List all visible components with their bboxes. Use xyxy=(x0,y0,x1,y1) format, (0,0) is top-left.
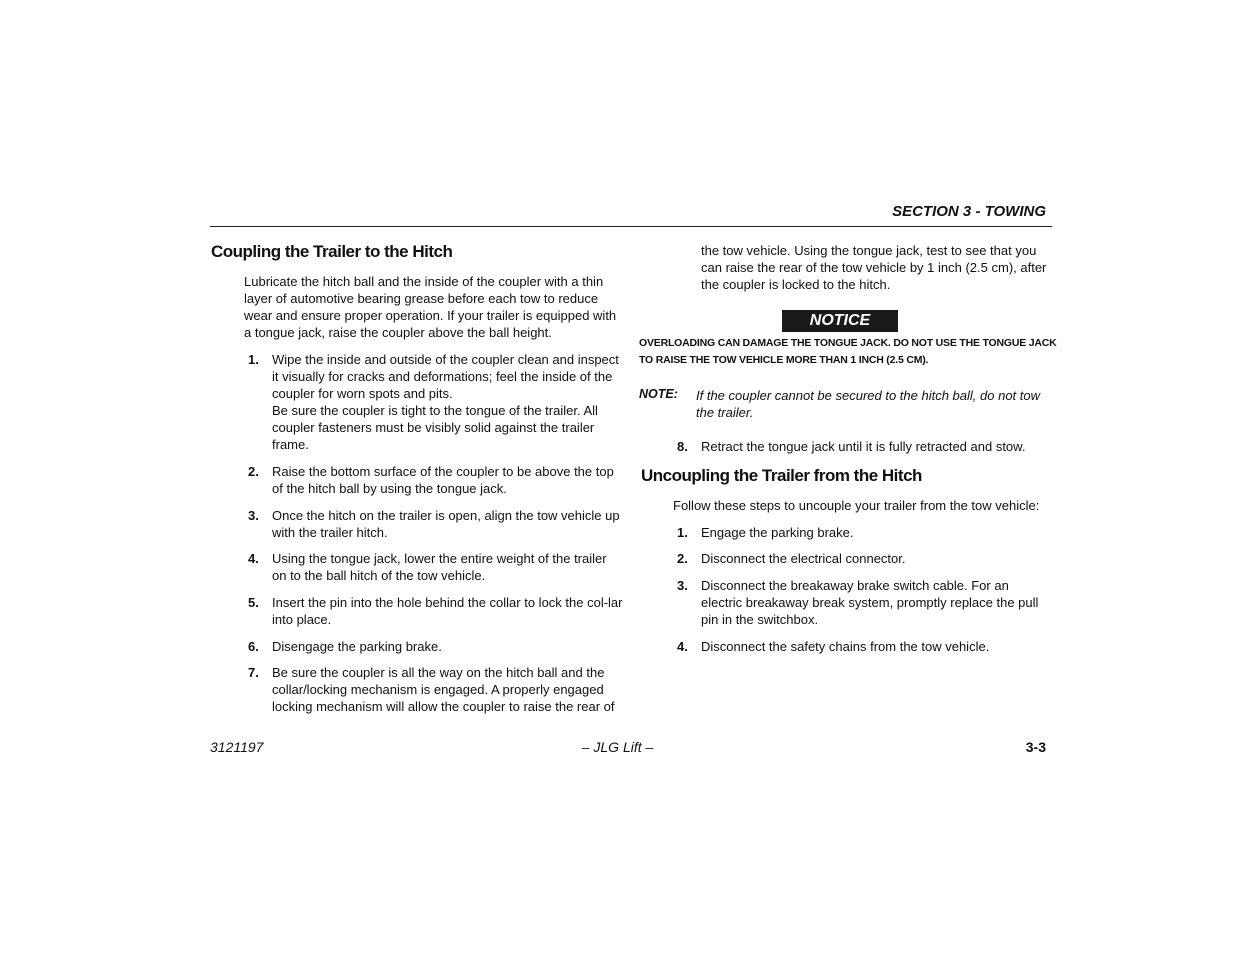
notice-badge: NOTICE xyxy=(782,310,898,332)
step-text: Once the hitch on the trailer is open, align the tow vehicle up with the trailer hitch. xyxy=(272,508,620,540)
step-number: 3. xyxy=(248,508,259,523)
step-text: Insert the pin into the hole behind the collar to lock the col-lar into place. xyxy=(272,595,623,627)
step-number: 8. xyxy=(677,439,688,454)
note-text: If the coupler cannot be secured to the hitch ball, do not tow the trailer. xyxy=(696,388,1040,420)
intro-paragraph: Lubricate the hitch ball and the inside of the coupler with a thin layer of automotive bearing grease before each tow to reduce wear and ensure proper operation. If your trailer is equipped with a tongue jack, raise the coupler above the ball height. xyxy=(244,274,617,340)
step-number: 1. xyxy=(248,352,259,367)
step-text: Wipe the inside and outside of the coupler clean and inspect it visually for cracks and deformations; feel the inside of the coupler for worn spots and pits. xyxy=(272,352,619,401)
step-text: Disconnect the breakaway brake switch cable. For an electric breakaway break system, promptly replace the pull pin in the switchbox. xyxy=(701,578,1039,627)
step-text: Retract the tongue jack until it is fully retracted and stow. xyxy=(701,439,1026,454)
step-number: 2. xyxy=(677,551,688,566)
section-heading-coupling: Coupling the Trailer to the Hitch xyxy=(211,242,453,261)
step-continuation: the tow vehicle. Using the tongue jack, test to see that you can raise the rear of the tow vehicle by 1 inch (2.5 cm), after the coupler is locked to the hitch. xyxy=(701,243,1047,292)
step-text: Disconnect the safety chains from the tow vehicle. xyxy=(701,639,990,654)
step-number: 7. xyxy=(248,665,259,680)
step-number: 4. xyxy=(248,551,259,566)
step-text: Disengage the parking brake. xyxy=(272,639,442,654)
note-label: NOTE: xyxy=(639,387,678,401)
section-heading-uncoupling: Uncoupling the Trailer from the Hitch xyxy=(641,466,922,485)
notice-text: OVERLOADING CAN DAMAGE THE TONGUE JACK. DO NOT USE THE TONGUE JACK TO RAISE THE TOW VEHICLE MORE THAN 1 INCH (2.5 CM). xyxy=(639,337,1057,366)
step-text: Using the tongue jack, lower the entire weight of the trailer on to the ball hitch of the tow vehicle. xyxy=(272,551,607,583)
header-divider xyxy=(210,226,1052,227)
step-number: 4. xyxy=(677,639,688,654)
step-number: 2. xyxy=(248,464,259,479)
step-text: Disconnect the electrical connector. xyxy=(701,551,906,566)
step-number: 1. xyxy=(677,525,688,540)
step-text: Raise the bottom surface of the coupler to be above the top of the hitch ball by using the tongue jack. xyxy=(272,464,614,496)
step-number: 3. xyxy=(677,578,688,593)
step-text-extra: Be sure the coupler is tight to the tongue of the trailer. All coupler fasteners must be visibly solid against the trailer frame. xyxy=(272,403,598,452)
intro-paragraph-uncoupling: Follow these steps to uncouple your trailer from the tow vehicle: xyxy=(673,498,1040,513)
page-number: 3-3 xyxy=(1025,739,1046,755)
step-number: 6. xyxy=(248,639,259,654)
section-header: SECTION 3 - TOWING xyxy=(892,203,1046,220)
step-text: Engage the parking brake. xyxy=(701,525,854,540)
footer-brand: – JLG Lift – xyxy=(581,739,654,755)
step-text: Be sure the coupler is all the way on the hitch ball and the collar/locking mechanism is engaged. A properly engaged locking mechanism will allow the coupler to raise the rear of xyxy=(272,665,615,714)
document-number: 3121197 xyxy=(210,739,264,755)
step-number: 5. xyxy=(248,595,259,610)
